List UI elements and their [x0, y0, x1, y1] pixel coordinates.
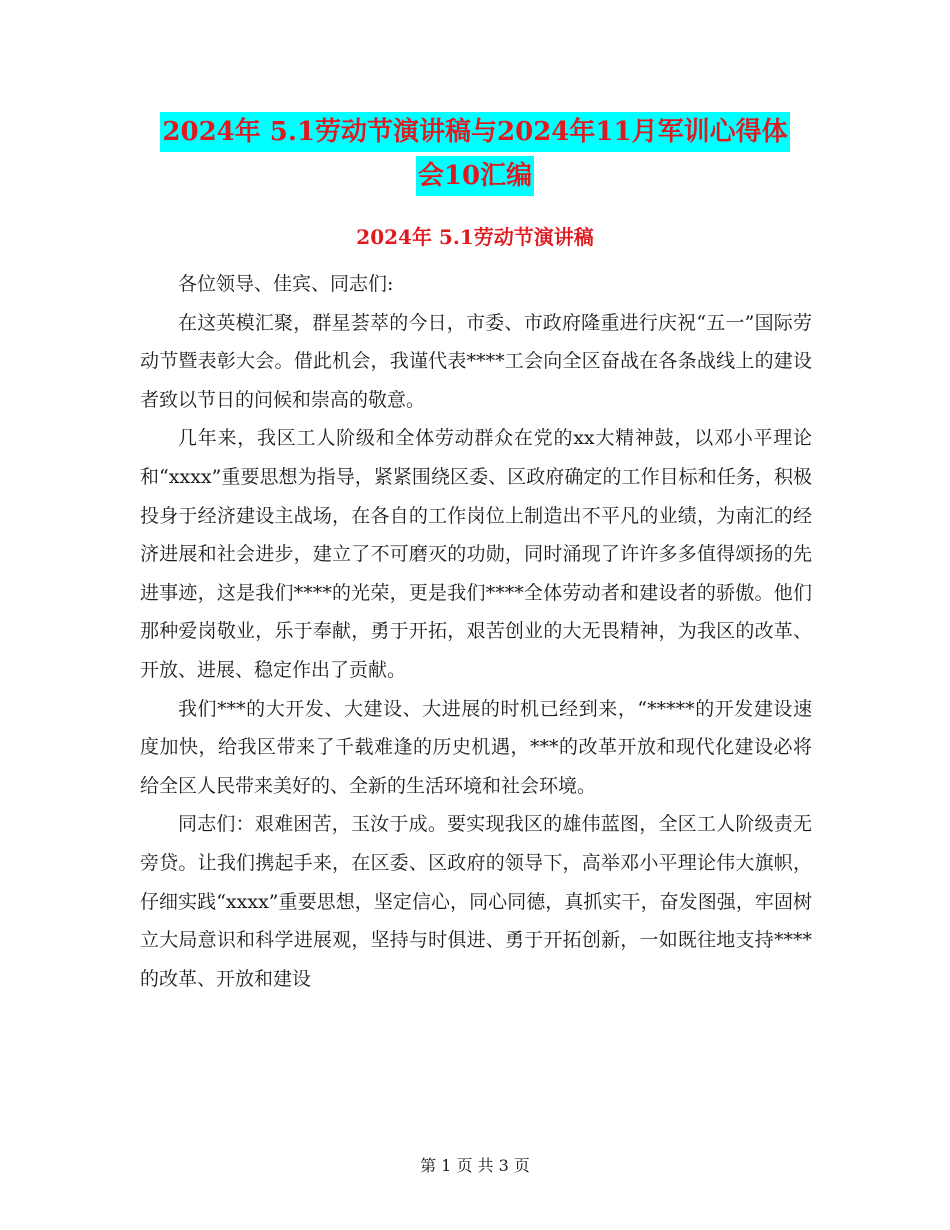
- paragraph: 在这英模汇聚，群星荟萃的今日，市委、市政府隆重进行庆祝“五一”国际劳动节暨表彰大会。借此机会，我谨代表****工会向全区奋战在各条战线上的建设者致以节日的问候和崇高的敬意。: [140, 311, 812, 411]
- section-title: 2024年 5.1劳动节演讲稿: [356, 225, 594, 249]
- document-body: [140, 265, 812, 998]
- paragraph-greeting: 各位领导、佳宾、同志们:: [178, 273, 394, 295]
- paragraph: 同志们：艰难困苦，玉汝于成。要实现我区的雄伟蓝图，全区工人阶级责无旁贷。让我们携起手来，在区委、区政府的领导下，高举邓小平理论伟大旗帜，仔细实践“xxxx”重要思想，坚定信心，同心同德，真抓实干，奋发图强，牢固树立大局意识和科学进展观，坚持与时俱进、勇于开拓创新，一如既往地支持****的改革、开放和建设: [140, 813, 812, 990]
- title-line-1: 2024年 5.1劳动节演讲稿与2024年11月军训心得体: [160, 112, 789, 152]
- document-title: [0, 112, 950, 196]
- paragraph: 我们***的大开发、大建设、大进展的时机已经到来，“*****的开发建设速度加快，给我区带来了千载难逢的历史机遇，***的改革开放和现代化建设必将给全区人民带来美好的、全新的生活环境和社会环境。: [140, 697, 812, 797]
- title-line-2: 会10汇编: [416, 156, 534, 196]
- page-footer: 第 1 页 共 3 页: [420, 1156, 530, 1175]
- paragraph: 几年来，我区工人阶级和全体劳动群众在党的xx大精神鼓，以邓小平理论和“xxxx”重要思想为指导，紧紧围绕区委、区政府确定的工作目标和任务，积极投身于经济建设主战场，在各自的工作岗位上制造出不平凡的业绩，为南汇的经济进展和社会进步，建立了不可磨灭的功勋，同时涌现了许许多多值得颂扬的先进事迹，这是我们****的光荣，更是我们****全体劳动者和建设者的骄傲。他们那种爱岗敬业，乐于奉献，勇于开拓，艰苦创业的大无畏精神，为我区的改革、开放、进展、稳定作出了贡献。: [140, 427, 812, 681]
